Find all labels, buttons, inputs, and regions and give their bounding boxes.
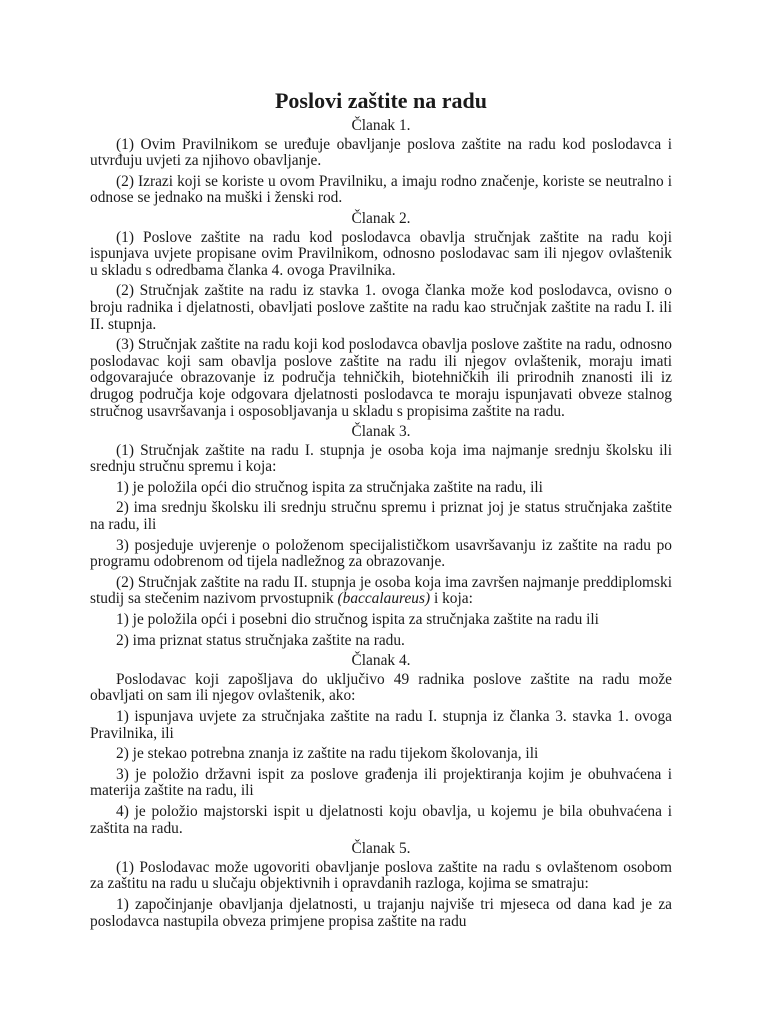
paragraph: (1) Poslodavac može ugovoriti obavljanje poslova zaštite na radu s ovlaštenom osobom za zaštitu na radu u slučaju objektivnih i opravdanih razloga, kojima se smatraju:	[90, 858, 672, 893]
article-heading: Članak 1.	[351, 117, 411, 134]
list-item: 2) ima priznat status stručnjaka zaštite na radu.	[116, 631, 405, 649]
article-heading: Članak 5.	[351, 840, 411, 858]
list-item: 3) posjeduje uvjerenje o položenom specijalističkom usavršavanju iz zaštite na radu po programu odobrenom od tijela nadležnog za obrazovanje.	[90, 536, 672, 571]
paragraph: (1) Ovim Pravilnikom se uređuje obavljanje poslova zaštite na radu kod poslodavca i utvrđuju uvjeti za njihovo obavljanje.	[90, 135, 672, 170]
italic-term: (baccalaureus)	[337, 590, 431, 608]
article-heading: Članak 4.	[351, 652, 411, 670]
article-heading: Članak 2.	[351, 209, 411, 227]
list-item: 1) je položila opći i posebni dio stručnog ispita za stručnjaka zaštite na radu ili	[116, 611, 599, 629]
paragraph: (1) Stručnjak zaštite na radu I. stupnja je osoba koja ima najmanje srednju školsku ili srednju stručnu spremu i koja:	[90, 441, 672, 476]
list-item: 2) je stekao potrebna znanja iz zaštite na radu tijekom školovanja, ili	[116, 745, 539, 763]
list-item: 1) je položila opći dio stručnog ispita za stručnjaka zaštite na radu, ili	[116, 478, 543, 496]
paragraph: (2) Izrazi koji se koriste u ovom Pravilniku, a imaju rodno značenje, koriste se neutralno i odnose se jednako na muški i ženski rod.	[90, 172, 672, 207]
paragraph-text: i koja:	[430, 590, 473, 608]
paragraph: (2) Stručnjak zaštite na radu iz stavka 1. ovoga članka može kod poslodavca, ovisno o broju radnika i djelatnosti, obavljati poslove zaštite na radu kao stručnjak zaštite na radu I. ili II. stupnja.	[90, 282, 672, 333]
document-title: Poslovi zaštite na radu	[274, 88, 488, 113]
list-item: 2) ima srednju školsku ili srednju stručnu spremu i priznat joj je status stručnjaka zaštite na radu, ili	[90, 499, 672, 534]
paragraph-text: (2) Stručnjak zaštite na radu II. stupnja je osoba koja ima završen najmanje preddiplomski studij sa stečenim nazivom prvostupnik	[90, 573, 672, 608]
list-item: 4) je položio majstorski ispit u djelatnosti koju obavlja, u kojemu je bila obuhvaćena i zaštita na radu.	[90, 802, 672, 837]
list-item: 1) ispunjava uvjete za stručnjaka zaštite na radu I. stupnja iz članka 3. stavka 1. ovoga Pravilnika, ili	[90, 708, 672, 742]
list-item: 1) započinjanje obavljanja djelatnosti, u trajanju najviše tri mjeseca od dana kad je za poslodavca nastupila obveza primjene propisa zaštite na radu	[90, 895, 672, 930]
document-page	[90, 88, 672, 930]
list-item: 3) je položio državni ispit za poslove građenja ili projektiranja kojim je obuhvaćena i materija zaštite na radu, ili	[90, 765, 672, 800]
paragraph	[90, 575, 672, 608]
paragraph: (1) Poslove zaštite na radu kod poslodavca obavlja stručnjak zaštite na radu koji ispunjava uvjete propisane ovim Pravilnikom, odnosno poslodavac sam ili njegov ovlaštenik u skladu s odredbama članka 4. ovoga Pravilnika.	[90, 228, 672, 279]
article-heading: Članak 3.	[351, 423, 411, 441]
paragraph: (3) Stručnjak zaštite na radu koji kod poslodavca obavlja poslove zaštite na radu, odnosno poslodavac koji sam obavlja poslove zaštite na radu ili njegov ovlaštenik, moraju imati odgovarajuće obrazovanje iz područja tehničkih, biotehničkih ili prirodnih znanosti ili iz drugog područja koje odgovara djelatnosti poslodavca te moraju ispunjavati obveze stalnog stručnog usavršavanja i osposobljavanja u skladu s propisima zaštite na radu.	[90, 336, 672, 420]
paragraph: Poslodavac koji zapošljava do uključivo 49 radnika poslove zaštite na radu može obavljati on sam ili njegov ovlaštenik, ako:	[90, 670, 672, 705]
